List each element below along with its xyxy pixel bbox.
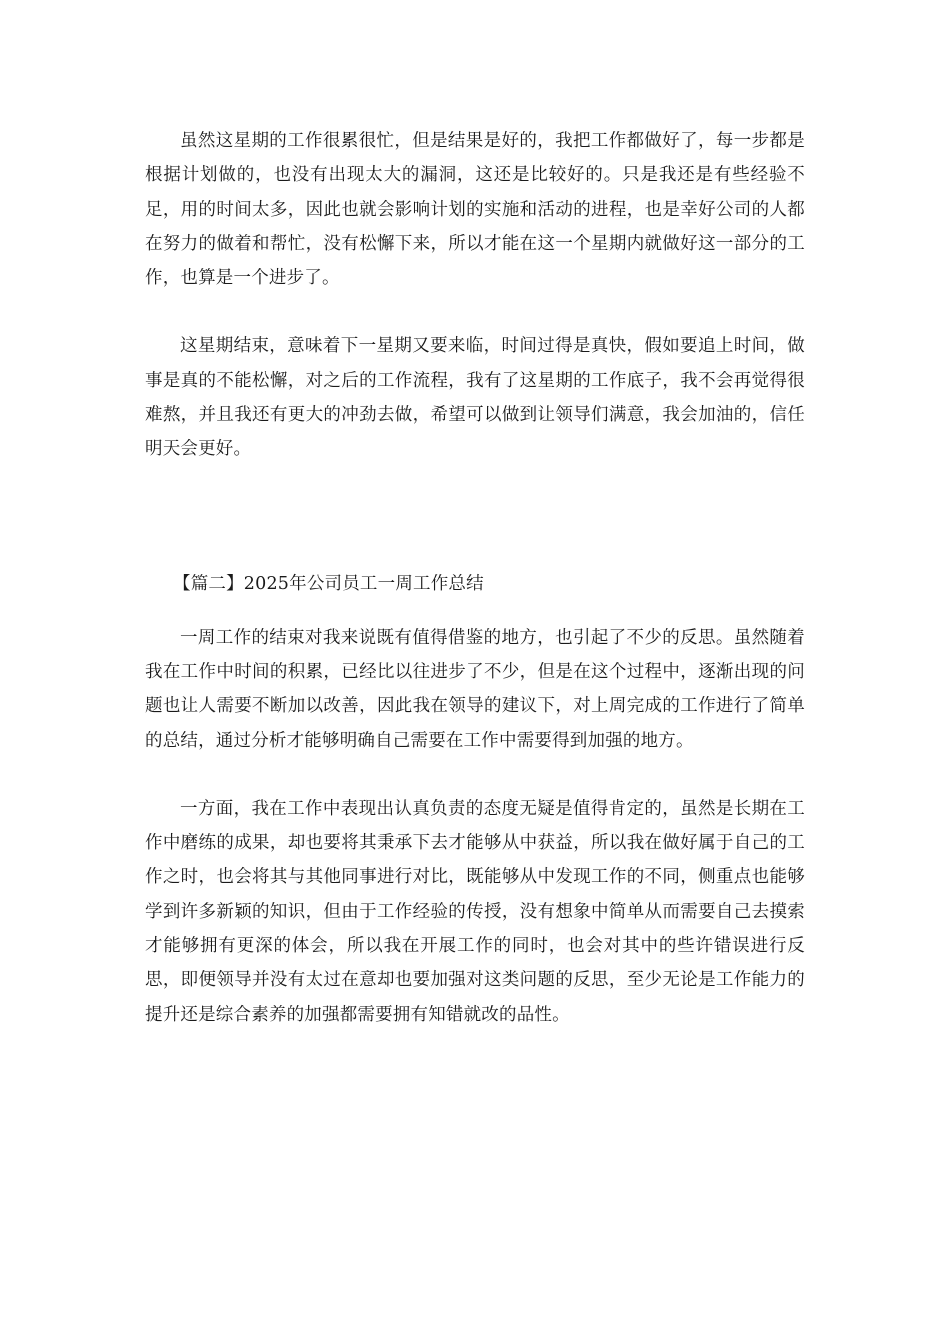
paragraph-week-reflection: 一周工作的结束对我来说既有值得借鉴的地方，也引起了不少的反思。虽然随着我在工作中时间的积累，已经比以往进步了不少，但是在这个过程中，逐渐出现的问题也让人需要不断加以改善，因此我在领导的建议下，对上周完成的工作进行了简单的总结，通过分析才能够明确自己需要在工作中需要得到加强的地方。 <box>145 627 805 751</box>
paragraph-week-ending: 这星期结束，意味着下一星期又要来临，时间过得是真快，假如要追上时间，做事是真的不能松懈，对之后的工作流程，我有了这星期的工作底子，我不会再觉得很难熬，并且我还有更大的冲劲去做，希望可以做到让领导们满意，我会加油的，信任明天会更好。 <box>145 336 805 460</box>
section-heading: 【篇二】2025年公司员工一周工作总结 <box>173 573 484 594</box>
section-spacer <box>145 467 805 567</box>
paragraph-spacer <box>145 758 805 792</box>
paragraph-spacer <box>145 295 805 329</box>
document-body <box>145 124 805 1032</box>
paragraph-work-summary: 虽然这星期的工作很累很忙，但是结果是好的，我把工作都做好了，每一步都是根据计划做的，也没有出现太大的漏洞，这还是比较好的。只是我还是有些经验不足，用的时间太多，因此也就会影响计划的实施和活动的进程，也是幸好公司的人都在努力的做着和帮忙，没有松懈下来，所以才能在这一个星期内就做好这一部分的工作，也算是一个进步了。 <box>145 131 805 289</box>
paragraph-responsible-attitude: 一方面，我在工作中表现出认真负责的态度无疑是值得肯定的，虽然是长期在工作中磨练的成果，却也要将其秉承下去才能够从中获益，所以我在做好属于自己的工作之时，也会将其与其他同事进行对比，既能够从中发现工作的不同，侧重点也能够学到许多新颖的知识，但由于工作经验的传授，没有想象中简单从而需要自己去摸索才能够拥有更深的体会，所以我在开展工作的同时，也会对其中的些许错误进行反思，即便领导并没有太过在意却也要加强对这类问题的反思，至少无论是工作能力的提升还是综合素养的加强都需要拥有知错就改的品性。 <box>145 798 805 1025</box>
heading-spacer <box>145 601 805 621</box>
